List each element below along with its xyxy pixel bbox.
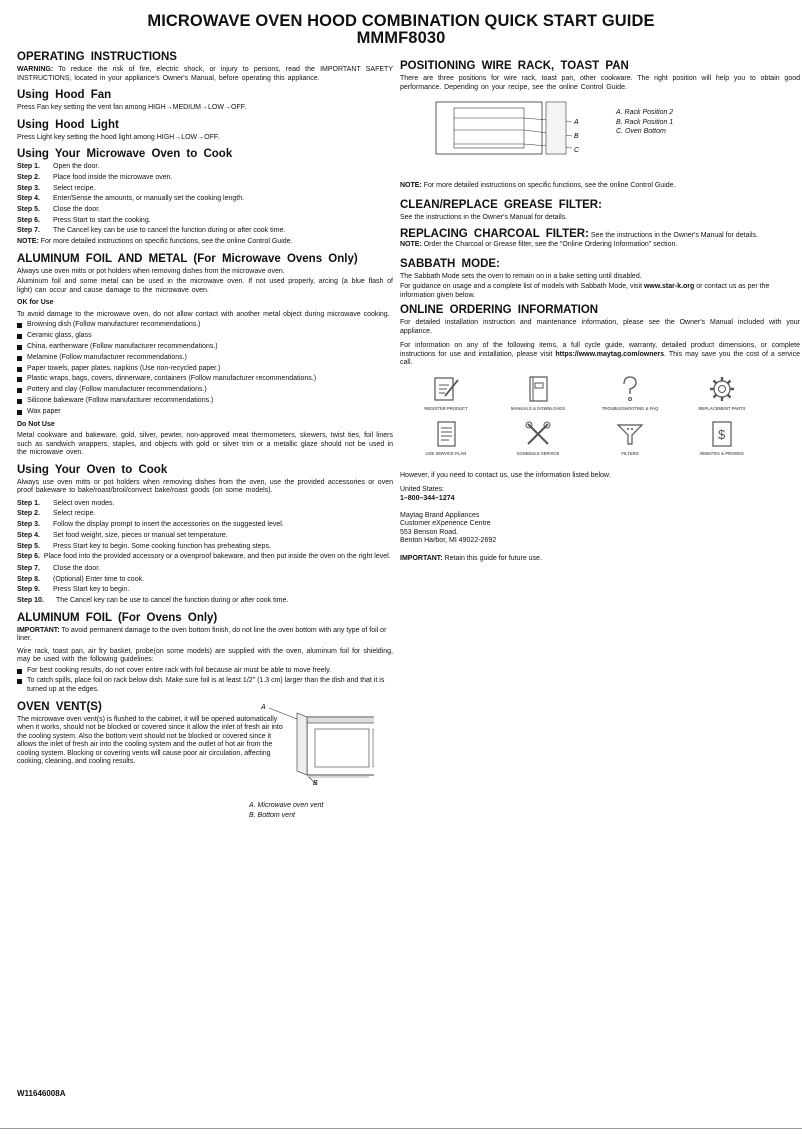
rack-heading: POSITIONING WIRE RACK, TOAST PAN [400,60,629,72]
step-row: Step 3. Follow the display prompt to insert the accessories on the suggested level. [17,521,284,529]
warning-label: WARNING: [17,66,54,73]
svg-text:$: $ [718,426,726,442]
tools-icon [523,419,553,449]
list-item: Melamine (Follow manufacturer recommendations.) [17,354,393,363]
list-item: China, earthenware (Follow manufacturer recommendations.) [17,343,393,352]
vent-legend-a: A. Microwave oven vent [249,801,324,809]
oven-cook-heading: Using Your Oven to Cook [17,463,168,476]
oven-vent-text: The microwave oven vent(s) is flushed to the cabinet, it will be opened automatically when it works, should not be blocked or covered since it allow the inlet of fresh air into the cooling system. Also the bottom vent should not be blocked or covered since it allows the inlet of fresh air into the cooling system and the outlet of hot air from the cooling system. Blocking or covering vents will cause poor air circulation, affecting cooking, cleaning, and cooling results. [17,715,283,766]
icon-label: REGISTER PRODUCT [424,405,468,411]
step-row: Step 2. Select recipe. [17,510,96,518]
manual-icon [523,374,553,404]
list-item: Plastic wraps, bags, covers, dinnerware, containers (Follow manufacturer recommendations.) [17,375,393,384]
manuals-downloads-link[interactable] [492,374,584,419]
question-icon [615,374,645,404]
rack-legend [616,108,673,137]
ok-for-use-heading: OK for Use [17,299,54,307]
schedule-service-link[interactable] [492,419,584,464]
list-item: To catch spills, place foil on rack below dish. Make sure foil is at least 1/2" (1.3 cm) larger than the dish and that it is turned up at the edges. [17,677,393,694]
left-column [17,51,393,821]
icon-label: REPLACEMENT PARTS [698,405,746,411]
ok-for-use-text: To avoid damage to the microwave oven, do not allow contact with another metal object during microwave cooking. [17,310,390,318]
vent-section [17,701,393,821]
oven-steps [17,500,393,606]
foil-mitts-text: Always use oven mitts or pot holders when removing dishes from the microwave oven. [17,267,285,275]
vent-legend [249,801,323,821]
list-item: Silicone bakeware (Follow manufacturer recommendations.) [17,397,393,406]
star-k-link[interactable]: www.star-k.org [643,283,695,291]
page-bottom-rule [0,1128,802,1129]
charcoal-filter-heading: REPLACING CHARCOAL FILTER: [400,228,589,241]
step-row: Step 9. Press Start key to begin. [17,586,130,594]
charcoal-filter-inline: See the instructions in the Owner's Manual for details. [590,232,758,240]
microwave-note: NOTE: For more detailed instructions on specific functions, see the online Control Guide. [17,238,293,246]
list-item: For best cooking results, do not cover entire rack with foil because air must be able to move freely. [17,667,393,676]
foil-arcing-text: Aluminum foil and some metal can be used in the microwave oven. If not used properly, arcing (a blue flash of light) can occur and cause damage to the microwave oven. [17,278,393,294]
list-item: Pottery and clay (Follow manufacturer recommendations.) [17,386,393,395]
troubleshooting-link[interactable] [584,374,676,419]
foil-oven-heading: ALUMINUM FOIL (For Ovens Only) [17,611,218,624]
foil-metal-heading: ALUMINUM FOIL AND METAL (For Microwave Ovens Only) [17,252,358,265]
sabbath-text: The Sabbath Mode sets the oven to remain on in a bake setting until disabled. [400,272,642,280]
ok-for-use-list [17,321,393,416]
rack-label-a: A [574,119,579,127]
address-line: Benton Harbor, MI 49022-2692 [400,537,497,545]
grease-filter-text: See the instructions in the Owner's Manual for details. [400,213,568,221]
microwave-cook-heading: Using Your Microwave Oven to Cook [17,148,233,161]
charcoal-filter-row [400,228,800,241]
contact-intro: However, if you need to contact us, use the information listed below. [400,471,611,479]
rack-diagram [400,100,800,178]
step-row: Step 7. Close the door. [17,564,101,572]
hood-light-heading: Using Hood Light [17,118,119,131]
step-row: Step 6. Press Start to start the cooking. [17,216,151,224]
list-item: Paper towels, paper plates, napkins (Use non-recycled paper.) [17,365,393,374]
contact-country: United States: [400,486,444,494]
document-title [0,13,802,47]
rack-note: NOTE: For more detailed instructions on specific functions, see the online Control Guide. [400,182,676,190]
replacement-parts-link[interactable] [676,374,768,419]
right-column [400,60,800,565]
hood-fan-heading: Using Hood Fan [17,89,112,102]
rack-oven-drawing [434,100,584,160]
vent-legend-b: B. Bottom vent [249,811,295,819]
owner-resources-icons [400,374,800,464]
title-line-2: MMMF8030 [356,29,446,47]
online-ordering-text: For detailed installation instruction and maintenance information, please see the Owner's Manual included with your appliance. [400,319,800,335]
sabbath-heading: SABBATH MODE: [400,257,500,270]
address-line: 553 Benson Road. [400,528,458,536]
charcoal-note: NOTE: Order the Charcoal or Grease filter, see the "Online Ordering Information" section. [400,241,678,249]
rack-label-b: B [574,133,579,141]
hood-light-text: Press Light key setting the hood light among HIGH→LOW→OFF. [17,133,220,141]
step-row: Step 4. Set food weight, size, pieces or manual set temperature. [17,531,228,539]
register-icon [431,374,461,404]
foil-oven-important: IMPORTANT: To avoid permanent damage to the oven bottom finish, do not line the oven bottom with any type of foil or liner. [17,626,387,643]
icon-label: FILTERS [621,450,639,456]
address-line: Customer eXperience Centre [400,520,491,528]
icon-label: REBATES & PROMOS [700,450,744,456]
list-item: Browning dish (Follow manufacturer recommendations.) [17,321,393,330]
step-row: Step 8. (Optional) Enter time to cook. [17,575,145,583]
warning-paragraph [17,66,393,83]
rack-text: There are three positions for wire rack, toast pan, other cookware. The right position will help you to obtain good performance. Depending on your recipe, see the online Control Guide. [400,75,800,91]
filters-link[interactable] [584,419,676,464]
sabbath-guidance: For guidance on usage and a complete list of models with Sabbath Mode, visit www.star-k.org or contact us as per the information given below. [400,283,770,299]
foil-oven-list [17,667,393,695]
warning-text: To reduce the risk of fire, electric shock, or injury to persons, read the IMPORTANT SAFETY INSTRUCTIONS, located in your appliance's Owner's Manual, before operating this appliance. [17,66,393,82]
document-icon [431,419,461,449]
step-row: Step 1. Select oven modes. [17,499,115,507]
list-item: Wax paper [17,408,393,417]
gear-icon [707,374,737,404]
vent-label-b: B [313,779,318,787]
operating-heading: OPERATING INSTRUCTIONS [17,51,177,63]
foil-oven-guidelines: Wire rack, toast pan, air fry basket, probe(on some models) are supplied with the oven, aluminum foil for shielding, may be used with the following guidelines: [17,647,393,664]
rebates-link[interactable] [676,419,768,464]
vent-diagram [249,699,374,787]
icon-label: TROUBLESHOOTING & FAQ [601,405,659,411]
online-visit-text: For information on any of the following items, a full cycle guide, warranty, detailed product dimensions, or complete instructions for use and installation, please visit https://www.maytag.com/owners. This may save you the cost of a service call. [400,342,800,367]
microwave-steps [17,163,393,236]
rebate-icon [707,419,737,449]
step-row: Step 1. Open the door. [17,163,100,171]
rack-legend-a: A. Rack Position 2 [616,109,674,117]
title-line-1: MICROWAVE OVEN HOOD COMBINATION QUICK START GUIDE [147,12,655,30]
step-row: Step 5. Close the door. [17,206,101,213]
step-row: Step 2. Place food inside the microwave oven. [17,173,173,181]
oven-cook-intro: Always use oven mitts or pot holders when removing dishes from the oven, use the provided accessories or oven proof bakeware to bake/roast/broil/convect bake/roast goods (on some models). [17,478,393,495]
rack-legend-b: B. Rack Position 1 [616,118,674,126]
service-plan-link[interactable] [400,419,492,464]
step-row: Step 5. Press Start key to begin. Some cooking function has preheating steps. [17,542,271,550]
icon-label: MANUALS & DOWNLOADS [510,405,566,411]
do-not-use-heading: Do Not Use [17,420,55,428]
address-line: Maytag Brand Appliances [400,511,480,519]
hood-fan-text: Press Fan key setting the vent fan among HIGH→MEDIUM→LOW→OFF. [17,104,247,112]
step-row: Step 4. Enter/Sense the amounts, or manually set the cooking length. [17,195,245,203]
rack-legend-c: C. Oven Bottom [616,128,666,136]
step-row: Step 10. The Cancel key can be use to cancel the function during or after cook time. [17,596,289,604]
contact-block [400,486,800,545]
filter-icon [615,419,645,449]
maytag-owners-link[interactable]: https://www.maytag.com/owners [555,350,665,358]
oven-vent-heading: OVEN VENT(S) [17,700,102,713]
rack-label-c: C [574,147,580,155]
retain-guide-note: IMPORTANT: Retain this guide for future use. [400,554,542,562]
step-row: Step 7. The Cancel key can be use to cancel the function during or after cook time. [17,227,286,235]
register-product-link[interactable] [400,374,492,419]
step-row: Step 3. Select recipe. [17,184,96,192]
online-ordering-heading: ONLINE ORDERING INFORMATION [400,304,599,317]
list-item: Ceramic glass, glass [17,332,393,341]
contact-phone: 1–800–344–1274 [400,494,455,502]
step-row: Step 6. Place food into the provided accessory or a ovenproof bakeware, and then put inside the oven on the right level. [17,553,391,561]
icon-label: USE SERVICE PLAN [425,450,467,456]
document-code: W11646008A [17,1089,66,1098]
icon-label: SCHEDULE SERVICE [516,450,560,456]
do-not-use-text: Metal cookware and bakeware, gold, silver, pewter, non-approved meat thermometers, skewers, twist ties, foil liners such as sandwich wrappers, staples, and objects with gold or silver trim or a metallic glaze should not be used in the microwave oven. [17,432,393,457]
vent-label-a: A [261,703,266,711]
grease-filter-heading: CLEAN/REPLACE GREASE FILTER: [400,198,602,211]
